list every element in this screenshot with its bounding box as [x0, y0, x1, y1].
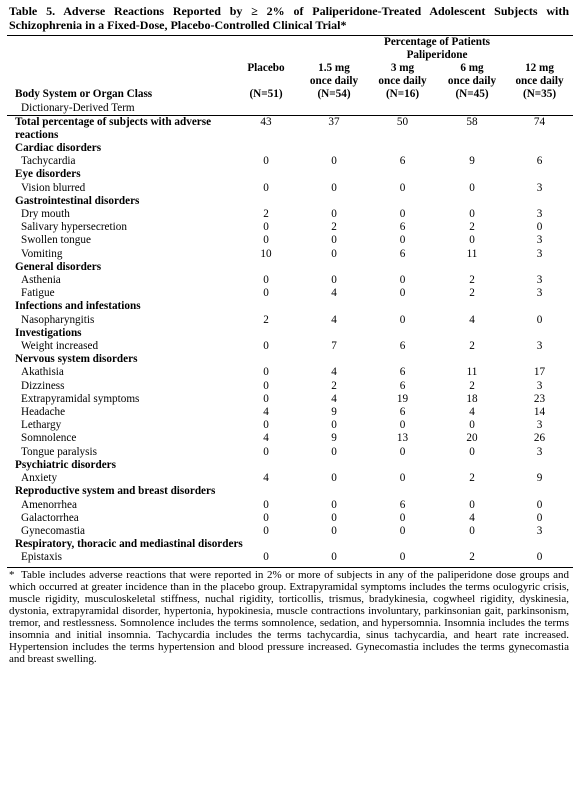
value-cell: 3: [536, 419, 543, 432]
table-title: [7, 4, 573, 35]
value-cell: 9: [331, 432, 337, 445]
value-cell: 3: [536, 208, 543, 221]
table-row: [7, 155, 573, 168]
value-cell: 3: [536, 274, 543, 287]
value-cell: 0: [536, 511, 543, 524]
value-cell: 10: [260, 247, 272, 260]
table-row: [7, 551, 573, 564]
value-cell: 0: [399, 419, 406, 432]
value-cell: 20: [466, 432, 478, 445]
value-cell: 23: [533, 392, 546, 405]
col-header-name: 3 mg: [390, 62, 415, 74]
table-row: [7, 182, 573, 195]
term-label: Amenorrhea: [21, 498, 77, 511]
value-cell: 0: [536, 498, 543, 511]
term-label: Akathisia: [21, 366, 64, 379]
total-row-label: Total percentage of subjects with adverse reactions: [15, 115, 212, 141]
term-label: Asthenia: [21, 274, 61, 287]
table-row: [7, 366, 573, 379]
value-cell: 0: [263, 221, 269, 234]
value-cell: 6: [399, 340, 406, 353]
value-cell: 2: [263, 313, 269, 326]
table-title-line-1: Table 5. Adverse Reactions Reported by ≥ 2% of Paliperidone-Treated Adolescent Subjects with: [9, 4, 569, 18]
value-cell: 0: [331, 498, 337, 511]
table-body: [7, 115, 573, 564]
term-label: Galactorrhea: [21, 511, 79, 524]
value-cell: 0: [331, 274, 337, 287]
value-cell: 0: [263, 498, 269, 511]
value-cell: 2: [469, 340, 475, 353]
value-cell: 2: [469, 379, 475, 392]
category-label: Psychiatric disorders: [15, 458, 116, 471]
total-cell: 74: [533, 115, 546, 128]
value-cell: 0: [263, 340, 269, 353]
value-cell: 0: [469, 419, 475, 432]
col-header-name: 12 mg: [525, 62, 554, 74]
value-cell: 0: [263, 511, 269, 524]
col-header-n: (N=54): [317, 88, 351, 101]
value-cell: 0: [263, 524, 269, 537]
total-cell: 50: [396, 115, 409, 128]
value-cell: 4: [469, 511, 475, 524]
term-label: Epistaxis: [21, 551, 63, 564]
group-label: Percentage of Patients: [384, 36, 491, 48]
value-cell: 3: [536, 287, 543, 300]
category-label: Infections and infestations: [15, 300, 141, 313]
value-cell: 2: [263, 208, 269, 221]
col-header-dose: [231, 75, 301, 88]
value-cell: 4: [263, 432, 269, 445]
table-row: [7, 446, 573, 459]
table-row: [7, 234, 573, 247]
term-label: Swollen tongue: [21, 234, 91, 247]
total-cell: 37: [328, 115, 340, 128]
category-row: [7, 353, 573, 366]
value-cell: 2: [469, 551, 475, 564]
table-document: [7, 4, 573, 665]
value-cell: 0: [399, 472, 406, 485]
value-cell: 0: [536, 221, 543, 234]
term-label: Tongue paralysis: [21, 445, 97, 458]
total-row: [7, 115, 573, 142]
value-cell: 17: [533, 366, 546, 379]
value-cell: 11: [466, 366, 478, 379]
value-cell: 4: [331, 392, 337, 405]
value-cell: 0: [469, 498, 475, 511]
value-cell: 9: [536, 472, 543, 485]
value-cell: 0: [469, 208, 475, 221]
value-cell: 0: [263, 287, 269, 300]
term-label: Nasopharyngitis: [21, 313, 95, 326]
table-row: [7, 314, 573, 327]
value-cell: 0: [399, 313, 406, 326]
table-row: [7, 419, 573, 432]
value-cell: 0: [399, 274, 406, 287]
col-header-dose: once daily: [447, 75, 497, 88]
value-cell: 6: [399, 366, 406, 379]
value-cell: 0: [399, 234, 406, 247]
value-cell: 4: [469, 313, 475, 326]
category-label: Eye disorders: [15, 168, 81, 181]
value-cell: 7: [331, 340, 337, 353]
value-cell: 0: [263, 366, 269, 379]
value-cell: 0: [263, 181, 269, 194]
category-label: Reproductive system and breast disorders: [15, 485, 216, 498]
term-label: Weight increased: [21, 340, 99, 353]
value-cell: 2: [469, 472, 475, 485]
col-header-n: (N=51): [249, 88, 283, 101]
category-row: [7, 300, 573, 313]
col-header-name: 6 mg: [460, 62, 484, 74]
value-cell: 3: [536, 234, 543, 247]
total-cell: 43: [260, 115, 272, 128]
category-label: Investigations: [15, 326, 82, 339]
value-cell: 4: [331, 313, 337, 326]
category-row: [7, 538, 573, 551]
value-cell: 3: [536, 379, 543, 392]
value-cell: 0: [263, 445, 269, 458]
value-cell: 0: [399, 445, 406, 458]
value-cell: 0: [536, 551, 543, 564]
value-cell: 0: [263, 419, 269, 432]
term-label: Vision blurred: [21, 181, 86, 194]
table-row: [7, 432, 573, 445]
value-cell: 9: [331, 406, 337, 419]
value-cell: 0: [399, 524, 406, 537]
value-cell: 14: [533, 406, 546, 419]
value-cell: 0: [331, 234, 337, 247]
value-cell: 18: [466, 392, 478, 405]
col-header-n: (N=45): [455, 88, 489, 101]
col-header-dose: once daily: [309, 75, 359, 88]
value-cell: 0: [263, 379, 269, 392]
value-cell: 0: [399, 551, 406, 564]
table-row: [7, 248, 573, 261]
col-header-name: Placebo: [247, 62, 285, 74]
term-label: Anxiety: [21, 472, 58, 485]
category-label: Respiratory, thoracic and mediastinal disorders: [15, 538, 243, 551]
term-label: Salivary hypersecretion: [21, 221, 127, 234]
term-label: Dizziness: [21, 379, 65, 392]
value-cell: 2: [331, 221, 337, 234]
value-cell: 3: [536, 247, 543, 260]
value-cell: 0: [263, 234, 269, 247]
value-cell: 0: [399, 287, 406, 300]
category-row: [7, 459, 573, 472]
table-row: [7, 274, 573, 287]
value-cell: 6: [399, 221, 406, 234]
value-cell: 6: [399, 498, 406, 511]
term-label: Lethargy: [21, 419, 62, 432]
value-cell: 0: [331, 419, 337, 432]
term-label: Gynecomastia: [21, 524, 85, 537]
col-header-dose: once daily: [378, 75, 427, 88]
value-cell: 0: [331, 551, 337, 564]
value-cell: 0: [331, 155, 337, 168]
value-cell: 0: [331, 247, 337, 260]
col-header-dose: once daily: [515, 75, 564, 88]
value-cell: 6: [536, 155, 543, 168]
value-cell: 3: [536, 181, 543, 194]
row-header-sublabel: Dictionary-Derived Term: [21, 101, 135, 114]
value-cell: 3: [536, 445, 543, 458]
value-cell: 6: [399, 155, 406, 168]
value-cell: 0: [331, 472, 337, 485]
group-sublabel: Paliperidone: [406, 49, 468, 61]
col-header-n: (N=35): [522, 88, 557, 101]
value-cell: 0: [263, 155, 269, 168]
value-cell: 11: [466, 247, 478, 260]
value-cell: 0: [263, 551, 269, 564]
value-cell: 6: [399, 406, 406, 419]
value-cell: 0: [331, 524, 337, 537]
category-row: [7, 168, 573, 181]
category-label: Gastrointestinal disorders: [15, 194, 140, 207]
value-cell: 0: [263, 392, 269, 405]
table-row: [7, 380, 573, 393]
value-cell: 0: [331, 181, 337, 194]
value-cell: 0: [263, 274, 269, 287]
category-label: Cardiac disorders: [15, 142, 102, 155]
col-header-name: 1.5 mg: [318, 62, 350, 74]
table-row: [7, 472, 573, 485]
value-cell: 0: [399, 511, 406, 524]
table-row: [7, 221, 573, 234]
table-row: [7, 393, 573, 406]
value-cell: 0: [399, 181, 406, 194]
table-row: [7, 340, 573, 353]
term-label: Fatigue: [21, 287, 55, 300]
value-cell: 2: [469, 274, 475, 287]
value-cell: 3: [536, 340, 543, 353]
term-label: Dry mouth: [21, 208, 70, 221]
row-header-label: Body System or Organ Class: [15, 88, 153, 101]
term-label: Somnolence: [21, 432, 77, 445]
value-cell: 0: [331, 511, 337, 524]
table-row: [7, 406, 573, 419]
value-cell: 0: [331, 445, 337, 458]
value-cell: 0: [469, 181, 475, 194]
value-cell: 0: [331, 208, 337, 221]
value-cell: 4: [331, 366, 337, 379]
table-row: [7, 512, 573, 525]
value-cell: 13: [396, 432, 409, 445]
table-row: [7, 499, 573, 512]
table-row: [7, 208, 573, 221]
value-cell: 26: [533, 432, 546, 445]
value-cell: 2: [469, 287, 475, 300]
value-cell: 4: [469, 406, 475, 419]
group-header: [301, 36, 573, 62]
value-cell: 2: [469, 221, 475, 234]
value-cell: 2: [331, 379, 337, 392]
value-cell: 4: [331, 287, 337, 300]
value-cell: 6: [399, 379, 406, 392]
category-label: Nervous system disorders: [15, 353, 138, 366]
table-row: [7, 287, 573, 300]
footnote-text: Table includes adverse reactions that were reported in 2% or more of subjects in any of the paliperidone dose groups and which occurred at greater incidence than in the placebo group. Extrapyramidal symptoms includes the terms oculogyric crisis, muscle rigidity, musculoskeletal stiffness, nuchal rigidity, torticollis, trismus, bradykinesia, cogwheel rigidity, dyskinesia, dystonia, extrapyramidal disorder, hypertonia, hypokinesia, muscle contractions involuntary, parkinsonian gait, parkinsonism, tremor, and restlessness. Somnolence includes the terms somnolence, sedation, and hypersomnia. Insomnia includes the terms insomnia and initial insomnia. Tachycardia includes the terms tachycardia, sinus tachycardia, and heart rate increased. Hypertension includes the terms hypertension and blood pressure increased. Gynecomastia includes the terms gynecomastia and breast swelling.: [9, 568, 569, 665]
value-cell: 0: [536, 313, 543, 326]
category-row: [7, 261, 573, 274]
category-row: [7, 485, 573, 498]
total-cell: 58: [466, 115, 478, 128]
value-cell: 3: [536, 524, 543, 537]
term-label: Vomiting: [21, 247, 63, 260]
term-label: Headache: [21, 406, 66, 419]
adverse-reactions-table: [7, 36, 573, 565]
footnote: [7, 567, 573, 665]
category-row: [7, 195, 573, 208]
footnote-mark: *: [9, 568, 15, 581]
table-header: [7, 36, 573, 115]
value-cell: 6: [399, 247, 406, 260]
value-cell: 19: [396, 392, 409, 405]
category-row: [7, 142, 573, 155]
value-cell: 4: [263, 406, 269, 419]
value-cell: 0: [469, 445, 475, 458]
value-cell: 9: [469, 155, 475, 168]
table-title-line-2: Schizophrenia in a Fixed-Dose, Placebo-Controlled Clinical Trial*: [9, 18, 347, 32]
category-label: General disorders: [15, 260, 102, 273]
term-label: Tachycardia: [21, 155, 76, 168]
value-cell: 0: [469, 234, 475, 247]
value-cell: 4: [263, 472, 269, 485]
term-label: Extrapyramidal symptoms: [21, 392, 140, 405]
value-cell: 0: [469, 524, 475, 537]
category-row: [7, 327, 573, 340]
col-header-n: (N=16): [385, 88, 420, 101]
table-row: [7, 525, 573, 538]
value-cell: 0: [399, 208, 406, 221]
